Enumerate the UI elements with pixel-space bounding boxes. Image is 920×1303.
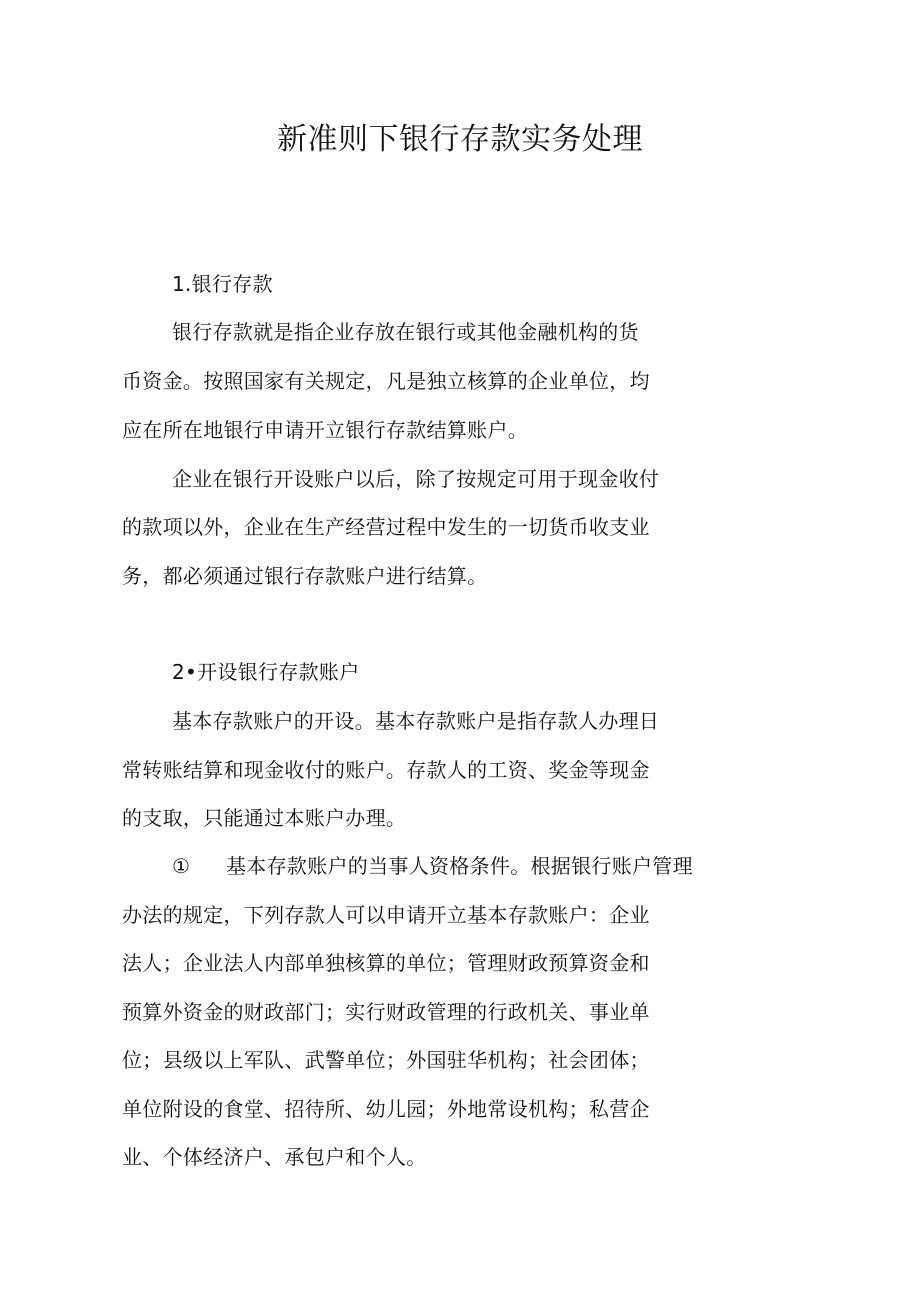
paragraph-line: 业、个体经济户、承包户和个人。 xyxy=(122,1145,427,1169)
paragraph-line: 基本存款账户的开设。基本存款账户是指存款人办理日 xyxy=(172,709,660,733)
paragraph-line: 基本存款账户的当事人资格条件。根据银行账户管理 xyxy=(226,854,693,878)
paragraph-line: 企业在银行开设账户以后，除了按规定可用于现金收付 xyxy=(172,467,660,491)
document-title: 新准则下银行存款实务处理 xyxy=(277,122,643,157)
paragraph-line: 币资金。按照国家有关规定，凡是独立核算的企业单位，均 xyxy=(122,369,650,393)
paragraph-line: 的支取，只能通过本账户办理。 xyxy=(122,806,407,830)
paragraph-line: 单位附设的食堂、招待所、幼儿园；外地常设机构；私营企 xyxy=(122,1097,650,1121)
list-marker: ① xyxy=(172,854,191,878)
paragraph-line: 常转账结算和现金收付的账户。存款人的工资、奖金等现金 xyxy=(122,758,650,782)
paragraph-line: 预算外资金的财政部门；实行财政管理的行政机关、事业单 xyxy=(122,1000,650,1024)
section-heading-bank-deposit: 1.银行存款 xyxy=(172,272,273,296)
paragraph-line: 法人；企业法人内部单独核算的单位；管理财政预算资金和 xyxy=(122,951,650,975)
paragraph-line: 应在所在地银行申请开立银行存款结算账户。 xyxy=(122,418,528,442)
paragraph-line: 的款项以外，企业在生产经营过程中发生的一切货币收支业 xyxy=(122,515,650,539)
paragraph-line: 务，都必须通过银行存款账户进行结算。 xyxy=(122,564,488,588)
section-heading-open-account: 2•开设银行存款账户 xyxy=(172,660,360,684)
paragraph-line: 银行存款就是指企业存放在银行或其他金融机构的货 xyxy=(172,320,639,344)
paragraph-line: 办法的规定，下列存款人可以申请开立基本存款账户：企业 xyxy=(122,903,650,927)
paragraph-line: 位；县级以上军队、武警单位；外国驻华机构；社会团体； xyxy=(122,1048,650,1072)
